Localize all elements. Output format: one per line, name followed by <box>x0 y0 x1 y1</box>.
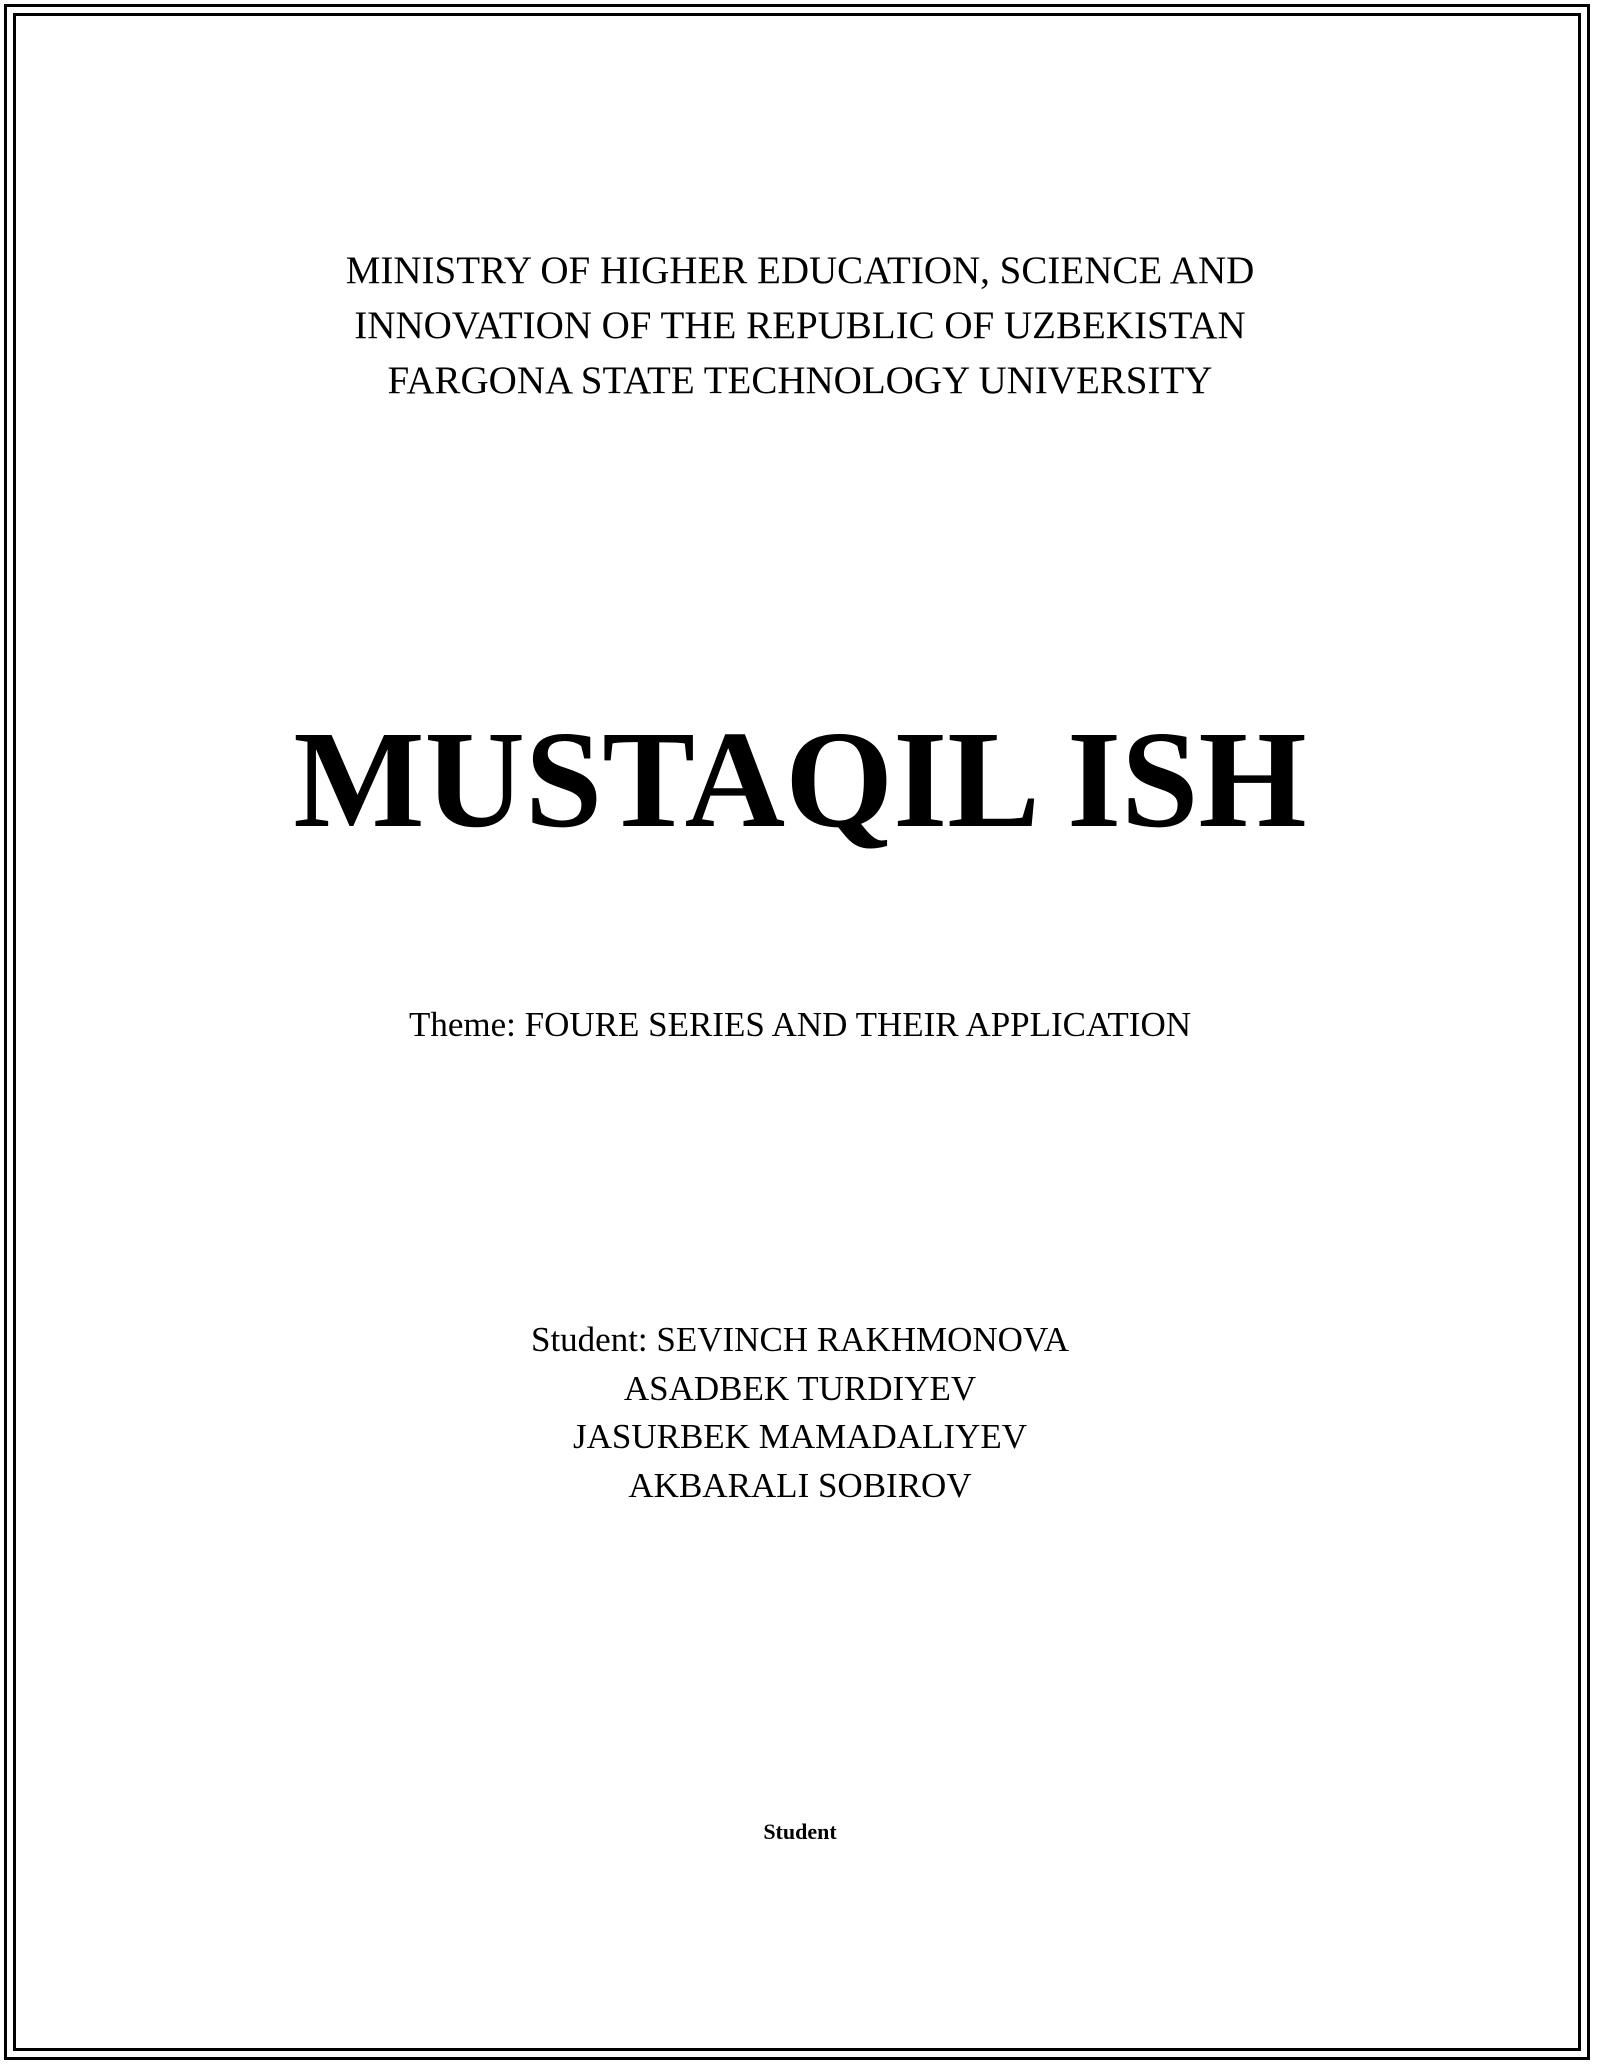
theme-text: Theme: FOURE SERIES AND THEIR APPLICATION <box>408 1005 1191 1044</box>
student-line: ASADBEK TURDIYEV <box>623 1368 977 1408</box>
student-line: AKBARALI SOBIROV <box>628 1465 972 1505</box>
header-line-republic: INNOVATION OF THE REPUBLIC OF UZBEKISTAN <box>354 304 1246 347</box>
institution-header <box>0 243 1600 408</box>
student-line: JASURBEK MAMADALIYEV <box>572 1417 1028 1456</box>
document-title: MUSTAQIL ISH <box>293 703 1307 857</box>
students-list <box>0 1316 1600 1510</box>
student-line: Student: SEVINCH RAKHMONOVA <box>530 1320 1069 1359</box>
footer-label: Student <box>763 1819 837 1844</box>
header-line-university: FARGONA STATE TECHNOLOGY UNIVERSITY <box>387 359 1213 402</box>
header-line-ministry: MINISTRY OF HIGHER EDUCATION, SCIENCE AND <box>345 249 1255 292</box>
